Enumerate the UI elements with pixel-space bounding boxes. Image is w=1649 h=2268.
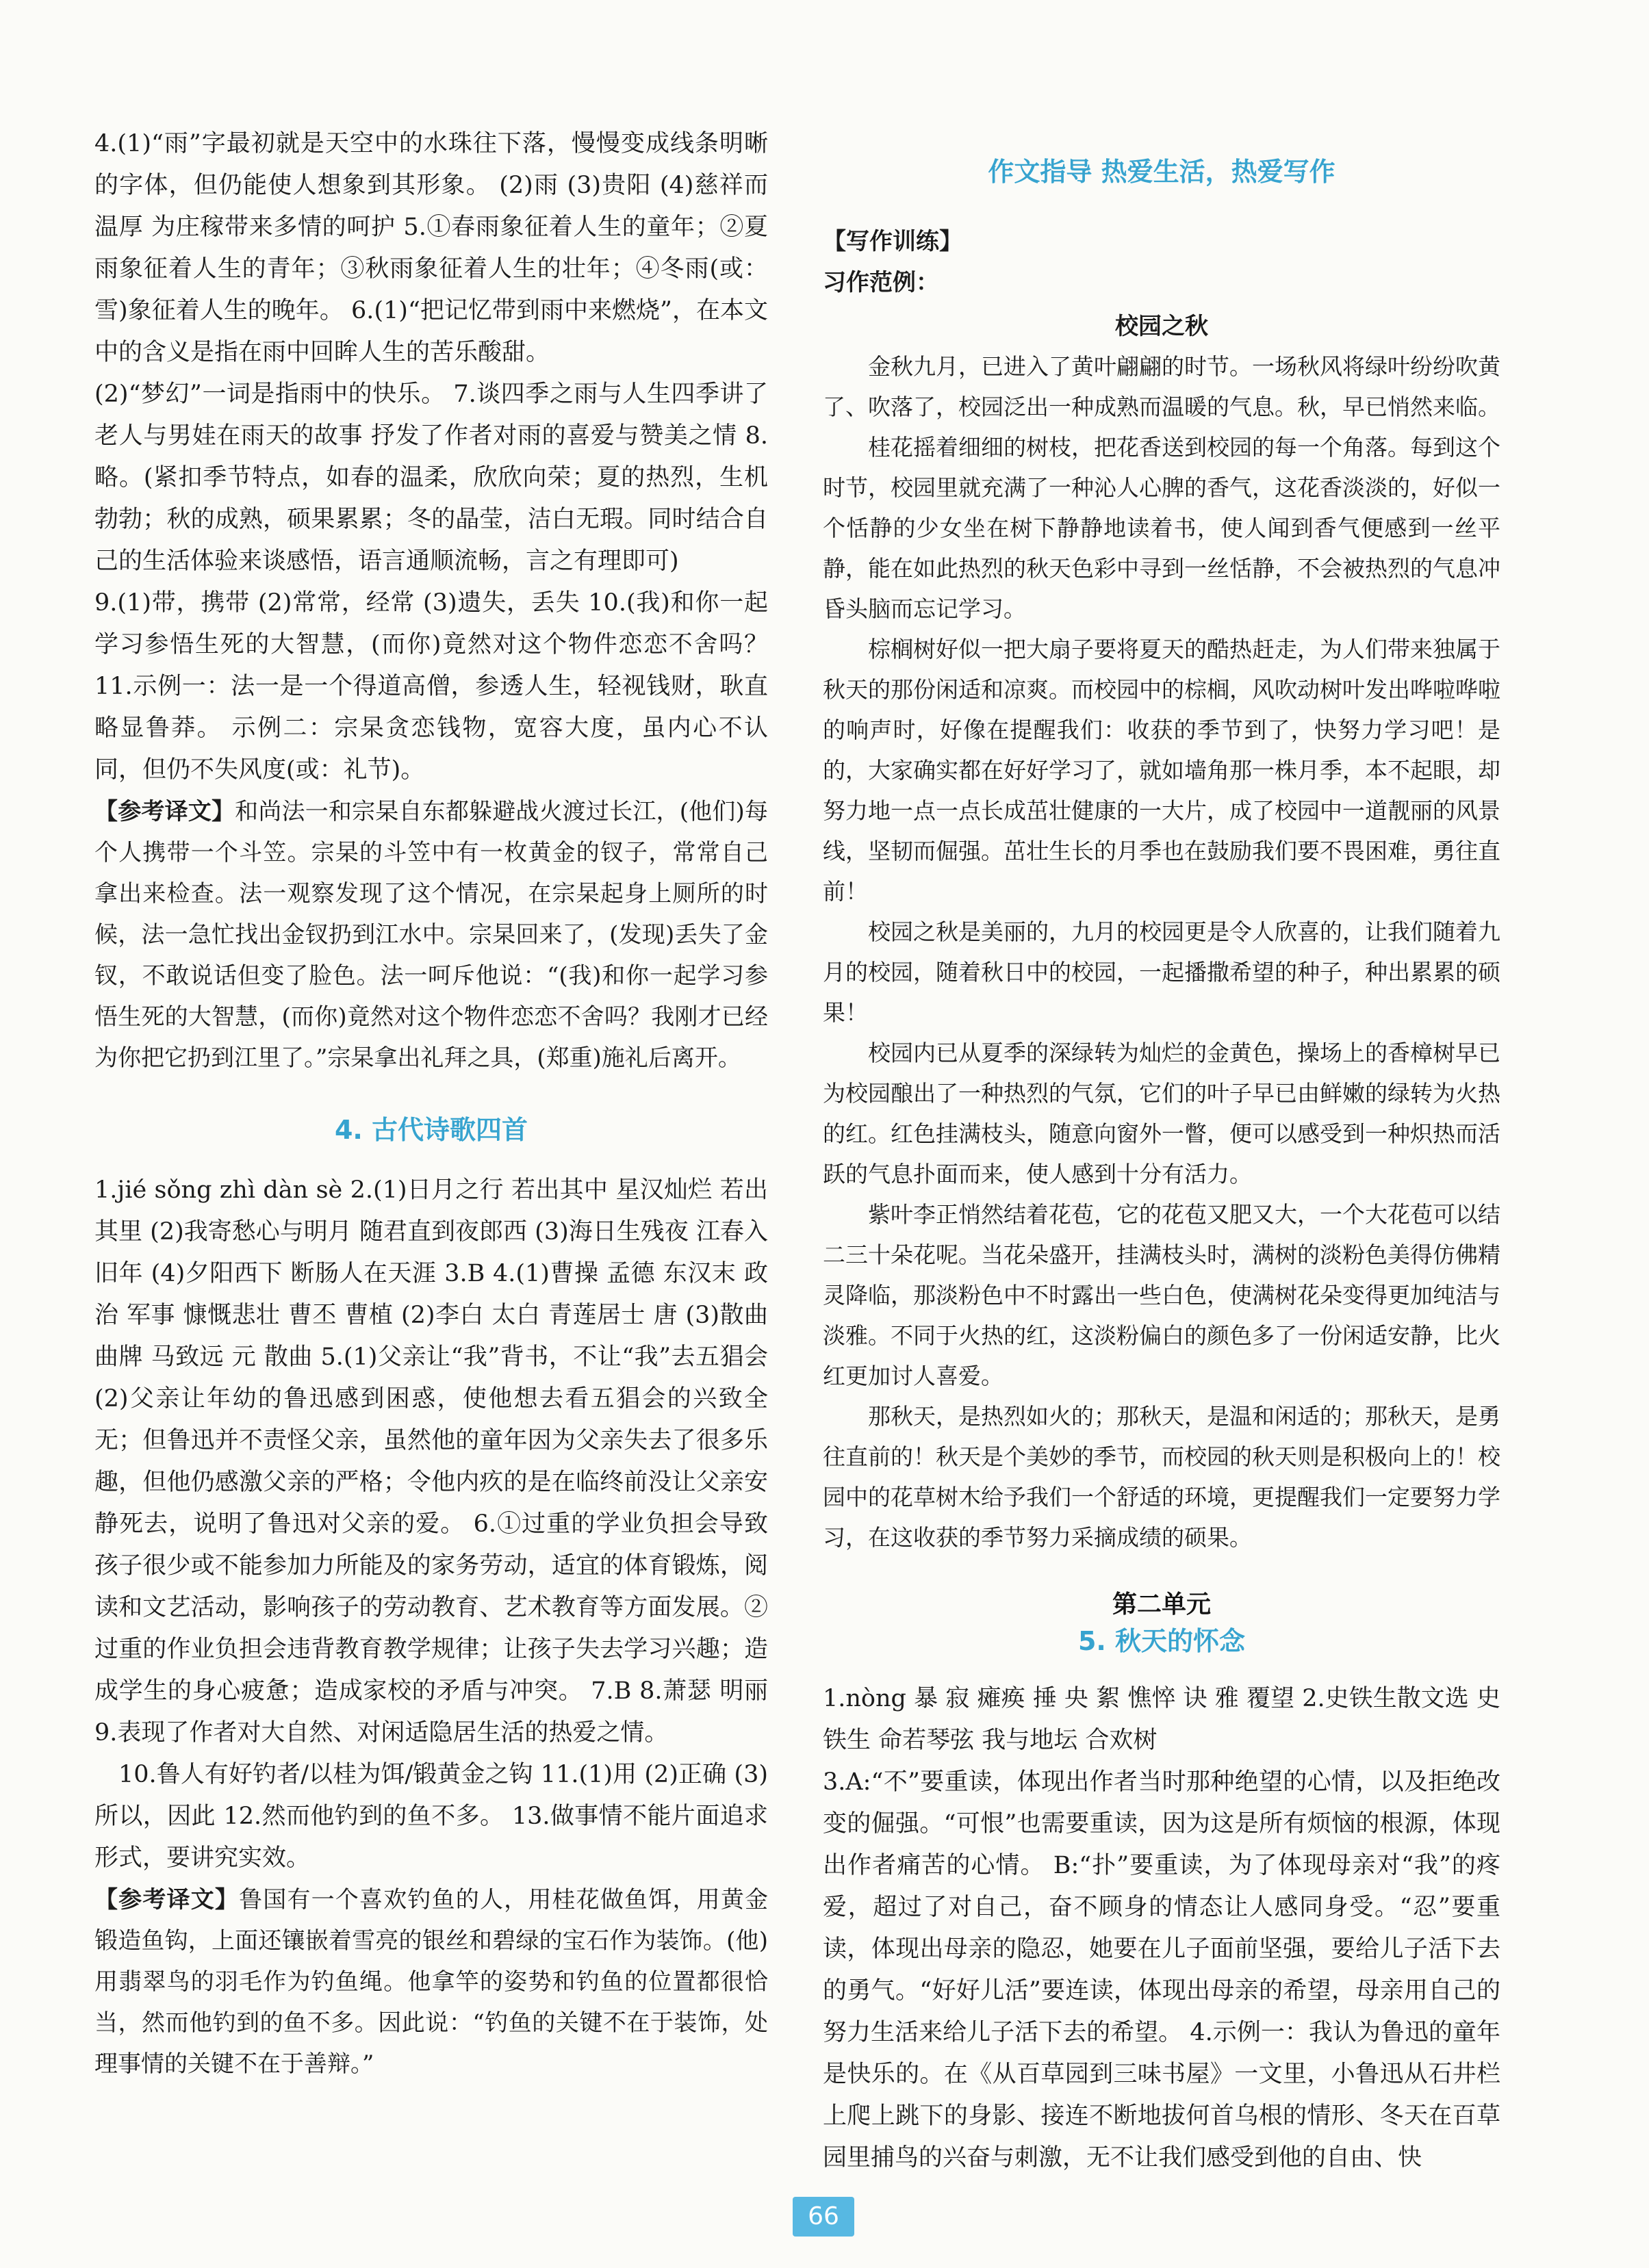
left-column xyxy=(94,123,768,2085)
section-title-4: 4. 古代诗歌四首 xyxy=(334,1115,528,1145)
answer-block-prev-2: (2)“梦幻”一词是指雨中的快乐。 7.谈四季之雨与人生四季讲了老人与男娃在雨天的故事 抒发了作者对雨的喜爱与赞美之情 8.略。(紧扣季节特点，如春的温柔，欣欣向荣；夏的热烈，生机勃勃；秋的成熟，硕果累累；冬的晶莹，洁白无瑕。同时结合自己的生活体验来谈感悟，语言通顺流畅，言之有理即可) xyxy=(94,381,768,575)
essay-paragraph: 校园内已从夏季的深绿转为灿烂的金黄色，操场上的香樟树早已为校园酿出了一种热烈的气氛，它们的叶子早已由鲜嫩的绿转为火热的红。红色挂满枝头，随意向窗外一瞥，便可以感受到一种炽热而活跃的气息扑面而来，使人感到十分有活力。 xyxy=(823,1040,1500,1187)
answer-block-prev-1: 4.(1)“雨”字最初就是天空中的水珠往下落，慢慢变成线条明晰的字体，但仍能使人想象到其形象。 (2)雨 (3)贵阳 (4)慈祥而温厚 为庄稼带来多情的呵护 5.①春雨象征着人生的童年；②夏雨象征着人生的青年；③秋雨象征着人生的壮年；④冬雨(或：雪)象征着人生的晚年。 6.(1)“把记忆带到雨中来燃烧”，在本文中的含义是指在雨中回眸人生的苦乐酸甜。 xyxy=(94,130,768,366)
answer-block-prev-3: 9.(1)带，携带 (2)常常，经常 (3)遗失，丢失 10.(我)和你一起学习参悟生死的大智慧，(而你)竟然对这个物件恋恋不舍吗？ 11.示例一：法一是一个得道高僧，参透人生，轻视钱财，耿直略显鲁莽。 示例二：宗杲贪恋钱物，宽容大度，虽内心不认同，但仍不失风度(或：礼节)。 xyxy=(94,589,768,784)
essay-paragraph: 那秋天，是热烈如火的；那秋天，是温和闲适的；那秋天，是勇往直前的！秋天是个美妙的季节，而校园的秋天则是积极向上的！校园中的花草树木给予我们一个舒适的环境，更提醒我们一定要努力学习，在这收获的季节努力采摘成绩的硕果。 xyxy=(823,1403,1500,1551)
unit-title: 第二单元 xyxy=(1112,1590,1211,1619)
section4-answers-1: 1.jié sǒng zhì dàn sè 2.(1)日月之行 若出其中 星汉灿烂 若出其里 (2)我寄愁心与明月 随君直到夜郎西 (3)海日生残夜 江春入旧年 (4)夕阳西下 断肠人在天涯 3.B 4.(1)曹操 孟德 东汉末 政治 军事 慷慨悲壮 曹丕 曹植 (2)李白 太白 青莲居士 唐 (3)散曲 曲牌 马致远 元 散曲 5.(1)父亲让“我”背书，不让“我”去五猖会 (2)父亲让年幼的鲁迅感到困惑，使他想去看五猖会的兴致全无；但鲁迅并不责怪父亲，虽然他的童年因为父亲失去了很多乐趣，但他仍感激父亲的严格；令他内疚的是在临终前没让父亲安静死去，说明了鲁迅对父亲的爱。 6.①过重的学业负担会导致孩子很少或不能参加力所能及的家务劳动，适宜的体育锻炼，阅读和文艺活动，影响孩子的劳动教育、艺术教育等方面发展。②过重的作业负担会违背教育教学规律；让孩子失去学习兴趣；造成学生的身心疲惫；造成家校的矛盾与冲突。 7.B 8.萧瑟 明丽 9.表现了作者对大自然、对闲适隐居生活的热爱之情。 xyxy=(94,1176,768,1747)
essay-paragraph: 桂花摇着细细的树枝，把花香送到校园的每一个角落。每到这个时节，校园里就充满了一种沁人心脾的香气，这花香淡淡的，好似一个恬静的少女坐在树下静静地读着书，使人闻到香气便感到一丝平静，能在如此热烈的秋天色彩中寻到一丝恬静，不会被热烈的气息冲昏头脑而忘记学习。 xyxy=(823,434,1500,622)
page-number: 66 xyxy=(793,2197,854,2237)
example-label: 习作范例： xyxy=(823,269,939,296)
section4-answers-2: 10.鲁人有好钓者/以桂为饵/锻黄金之钩 11.(1)用 (2)正确 (3)所以，因此 12.然而他钓到的鱼不多。 13.做事情不能片面追求形式，要讲究实效。 xyxy=(94,1761,768,1872)
right-column xyxy=(823,123,1500,2179)
section-title-5: 5. 秋天的怀念 xyxy=(1077,1626,1246,1656)
section5-answers-2: 3.A:“不”要重读，体现出作者当时那种绝望的心情，以及拒绝改变的倔强。“可恨”也需要重读，因为这是所有烦恼的根源，体现出作者痛苦的心情。 B:“扑”要重读，为了体现母亲对“我”的疼爱，超过了对自己，奋不顾身的情态让人感同身受。“忍”要重读，体现出母亲的隐忍，她要在儿子面前坚强，要给儿子活下去的勇气。“好好儿活”要连读，体现出母亲的希望，母亲用自己的努力生活来给儿子活下去的希望。 4.示例一：我认为鲁迅的童年是快乐的。在《从百草园到三味书屋》一文里，小鲁迅从石井栏上爬上跳下的身影、接连不断地拔何首乌根的情形、冬天在百草园里捕鸟的兴奋与刺激，无不让我们感受到他的自由、快 xyxy=(823,1768,1500,2172)
writing-training-label: 【写作训练】 xyxy=(823,228,962,255)
reference-translation-2 xyxy=(94,1879,768,2085)
essay-paragraph: 金秋九月，已进入了黄叶翩翩的时节。一场秋风将绿叶纷纷吹黄了、吹落了，校园泛出一种成熟而温暖的气息。秋，早已悄然来临。 xyxy=(823,353,1500,420)
essay-paragraph: 棕榈树好似一把大扇子要将夏天的酷热赶走，为人们带来独属于秋天的那份闲适和凉爽。而校园中的棕榈，风吹动树叶发出哗啦哗啦的响声时，好像在提醒我们：收获的季节到了，快努力学习吧！是的，大家确实都在好好学习了，就如墙角那一株月季，本不起眼，却努力地一点一点长成茁壮健康的一大片，成了校园中一道靓丽的风景线，坚韧而倔强。茁壮生长的月季也在鼓励我们要不畏困难，勇往直前！ xyxy=(823,636,1500,905)
reference-translation-1 xyxy=(94,791,768,1079)
essay-paragraph: 紫叶李正悄然结着花苞，它的花苞又肥又大，一个大花苞可以结二三十朵花呢。当花朵盛开，挂满枝头时，满树的淡粉色美得仿佛精灵降临，那淡粉色中不时露出一些白色，使满树花朵变得更加纯洁与淡雅。不同于火热的红，这淡粉偏白的颜色多了一份闲适安静，比火红更加讨人喜爱。 xyxy=(823,1201,1500,1389)
translation-tag: 【参考译文】 xyxy=(94,1886,240,1913)
essay-title: 校园之秋 xyxy=(1115,313,1208,340)
essay-paragraph: 校园之秋是美丽的，九月的校园更是令人欣喜的，让我们随着九月的校园，随着秋日中的校园，一起播撒希望的种子，种出累累的硕果！ xyxy=(823,918,1500,1026)
translation-text: 和尚法一和宗杲自东都躲避战火渡过长江，(他们)每个人携带一个斗笠。宗杲的斗笠中有一枚黄金的钗子，常常自己拿出来检查。法一观察发现了这个情况，在宗杲起身上厕所的时候，法一急忙找出金钗扔到江水中。宗杲回来了，(发现)丢失了金钗，不敢说话但变了脸色。法一呵斥他说：“(我)和你一起学习参悟生死的大智慧，(而你)竟然对这个物件恋恋不舍吗？我刚才已经为你把它扔到江里了。”宗杲拿出礼拜之具，(郑重)施礼后离开。 xyxy=(94,798,769,1072)
writing-guide-title: 作文指导 热爱生活，热爱写作 xyxy=(988,157,1335,187)
translation-text: 鲁国有一个喜欢钓鱼的人，用桂花做鱼饵，用黄金锻造鱼钩，上面还镶嵌着雪亮的银丝和碧绿的宝石作为装饰。(他)用翡翠鸟的羽毛作为钓鱼绳。他拿竿的姿势和钓鱼的位置都很恰当，然而他钓到的鱼不多。因此说：“钓鱼的关键不在于装饰，处理事情的关键不在于善辩。” xyxy=(94,1886,769,2078)
section5-answers-1: 1.nòng 暴 寂 瘫痪 捶 央 絮 憔悴 诀 雅 覆望 2.史铁生散文选 史铁生 命若琴弦 我与地坛 合欢树 xyxy=(823,1685,1500,1754)
translation-tag: 【参考译文】 xyxy=(94,798,235,825)
